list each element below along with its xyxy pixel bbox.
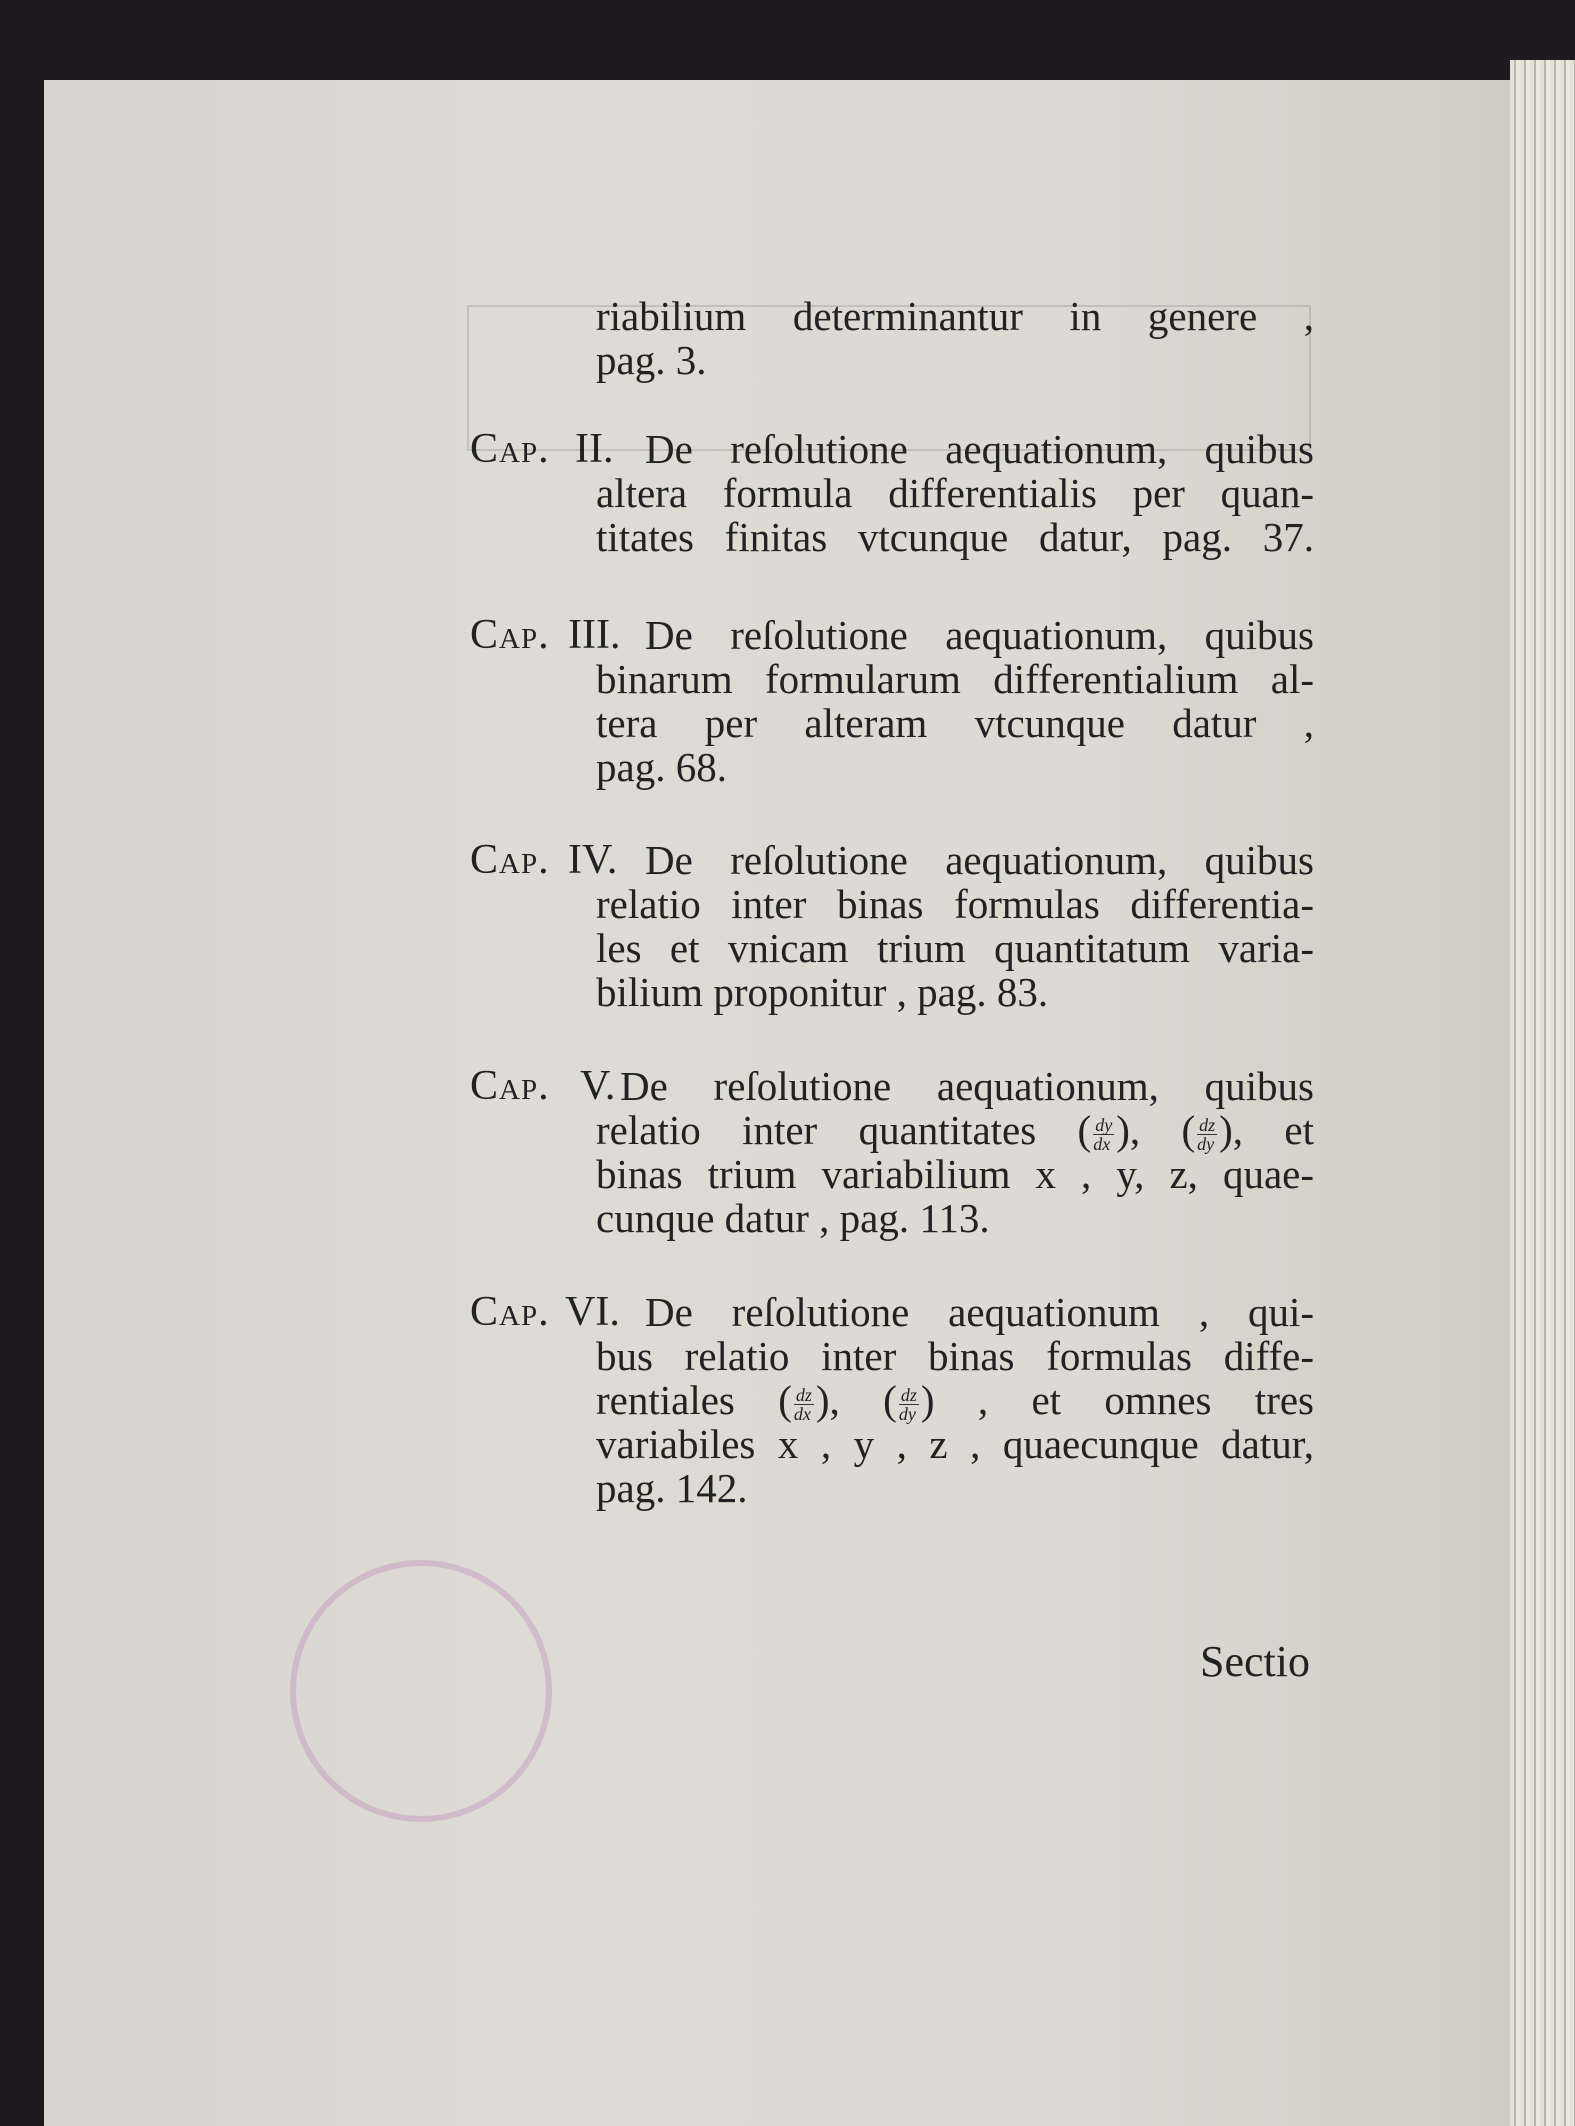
- entry-line: rentiales ( $\frac{dz}{dx}$ ), ( $\frac{dz}{dy}$ ) , et omnes tres: [596, 1377, 1315, 1425]
- fraction: $\frac{dz}{dy}$: [1197, 1115, 1216, 1155]
- entry-line: bilium proponitur , pag. 83.: [596, 969, 1049, 1015]
- fraction: $\frac{dz}{dx}$: [793, 1385, 812, 1425]
- page-edges: [1510, 60, 1575, 2126]
- entry-line: pag. 68.: [596, 744, 727, 790]
- chapter-numeral: VI.: [565, 1289, 620, 1335]
- entry-line: titates finitas vtcunque datur, pag. 37.: [596, 514, 1314, 560]
- entry-line: riabilium determinantur in genere ,: [596, 293, 1314, 339]
- entry-line: pag. 142.: [596, 1465, 748, 1511]
- entry-line: pag. 3.: [596, 337, 707, 383]
- fraction: $\frac{dy}{dx}$: [1093, 1115, 1113, 1155]
- library-stamp: [290, 1560, 552, 1822]
- entry-line: tera per alteram vtcunque datur ,: [596, 700, 1314, 746]
- chapter-label: Cap.: [470, 612, 550, 658]
- fraction: $\frac{dz}{dy}$: [898, 1385, 917, 1425]
- entry-line: De reſolutione aequationum, quibus: [645, 837, 1314, 883]
- entry-line: les et vnicam trium quantitatum varia-: [596, 925, 1314, 971]
- entry-line: De reſolutione aequationum, quibus: [645, 612, 1314, 658]
- chapter-numeral: V.: [580, 1063, 616, 1109]
- chapter-label: Cap.: [470, 1289, 550, 1335]
- entry-line: binas trium variabilium x , y, z, quae-: [596, 1151, 1314, 1197]
- chapter-label: Cap.: [470, 837, 550, 883]
- chapter-numeral: II.: [575, 426, 614, 472]
- entry-line: altera formula differentialis per quan-: [596, 470, 1314, 516]
- chapter-label: Cap.: [470, 426, 550, 472]
- chapter-numeral: III.: [568, 612, 621, 658]
- chapter-label: Cap.: [470, 1063, 550, 1109]
- entry-line: De reſolutione aequationum, quibus: [620, 1063, 1314, 1109]
- chapter-numeral: IV.: [568, 837, 618, 883]
- catchword: Sectio: [1200, 1637, 1310, 1686]
- entry-line: variabiles x , y , z , quaecunque datur,: [596, 1421, 1314, 1467]
- entry-line: relatio inter quantitates ( $\frac{dy}{dx}$ ), ( $\frac{dz}{dy}$ ), et: [596, 1107, 1314, 1155]
- entry-line: cunque datur , pag. 113.: [596, 1195, 990, 1241]
- entry-line: bus relatio inter binas formulas diffe-: [596, 1333, 1314, 1379]
- entry-line: De reſolutione aequationum , qui-: [645, 1289, 1314, 1335]
- entry-line: De reſolutione aequationum, quibus: [645, 426, 1314, 472]
- entry-line: binarum formularum differentialium al-: [596, 656, 1314, 702]
- entry-line: relatio inter binas formulas differentia-: [596, 881, 1314, 927]
